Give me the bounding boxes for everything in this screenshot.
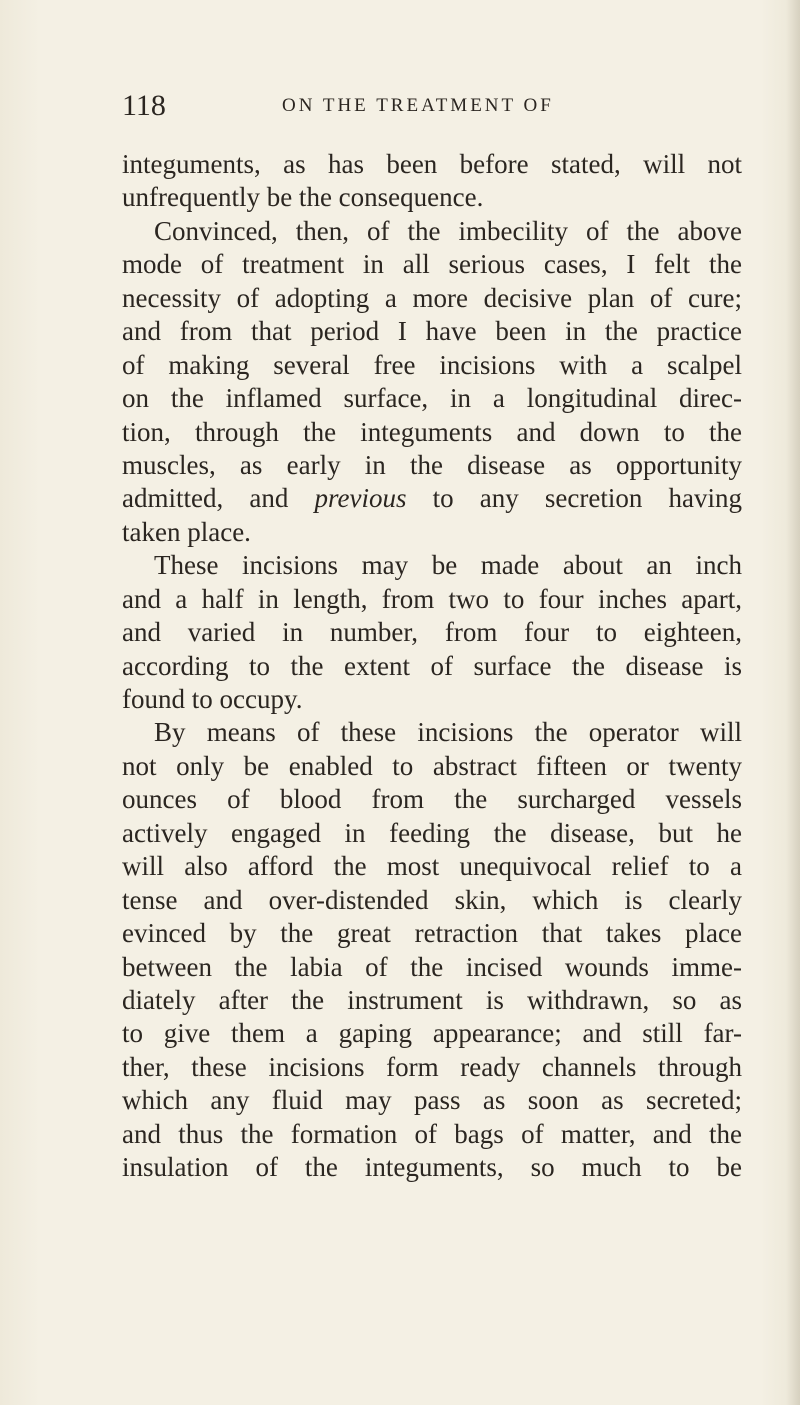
text-line: on the inflamed surface, in a longitudinal direc- [122,383,742,414]
text-line: according to the extent of surface the disease is [122,650,742,681]
word: to [432,483,454,514]
word: having [668,483,742,514]
text-line: integuments, as has been before stated, will not [122,149,742,179]
word: and [249,483,289,514]
running-title: ON THE TREATMENT OF [282,95,554,116]
text-line: These incisions may be made about an inch [154,550,742,581]
word: admitted, [122,483,224,514]
text-line: evinced by the great retraction that takes place [122,918,742,949]
body-text [122,148,742,1185]
page-edge-shadow [786,0,800,1405]
text-line: to give them a gaping appearance; and still far- [122,1018,742,1049]
text-line: taken place. [122,516,251,547]
text-line: ounces of blood from the surcharged vessels [122,784,742,815]
text-line: unfrequently be the consequence. [122,182,484,213]
text-line: muscles, as early in the disease as opportunity [122,449,742,480]
text-line [122,482,742,515]
text-line: found to occupy. [122,684,303,714]
text-line: actively engaged in feeding the disease, but he [122,817,742,848]
text-line: and a half in length, from two to four inches apart, [122,583,742,614]
text-line: insulation of the integuments, so much to be [122,1152,742,1183]
text-line: tion, through the integuments and down to the [122,416,742,447]
text-line: between the labia of the incised wounds imme- [122,951,742,982]
text-line: necessity of adopting a more decisive plan of cure; [122,282,742,313]
text-line: of making several free incisions with a scalpel [122,349,742,380]
text-line: mode of treatment in all serious cases, I felt the [122,249,742,280]
text-line: tense and over-distended skin, which is clearly [122,884,742,915]
text-line: Convinced, then, of the imbecility of the above [154,215,742,246]
page-number: 118 [122,89,166,122]
text-line: not only be enabled to abstract fifteen or twenty [122,750,742,781]
text-line: which any fluid may pass as soon as secreted; [122,1085,742,1116]
word: any [479,483,519,514]
text-line: will also afford the most unequivocal relief to a [122,851,742,882]
text-line: ther, these incisions form ready channels through [122,1051,742,1082]
text-line: and thus the formation of bags of matter, and the [122,1118,742,1149]
word: secretion [544,483,643,514]
running-head [122,86,682,126]
text-line: diately after the instrument is withdrawn, so as [122,984,742,1015]
italic-word: previous [314,483,407,514]
text-line: By means of these incisions the operator will [154,717,742,748]
text-line: and varied in number, from four to eighteen, [122,617,742,648]
text-line: and from that period I have been in the practice [122,316,742,347]
